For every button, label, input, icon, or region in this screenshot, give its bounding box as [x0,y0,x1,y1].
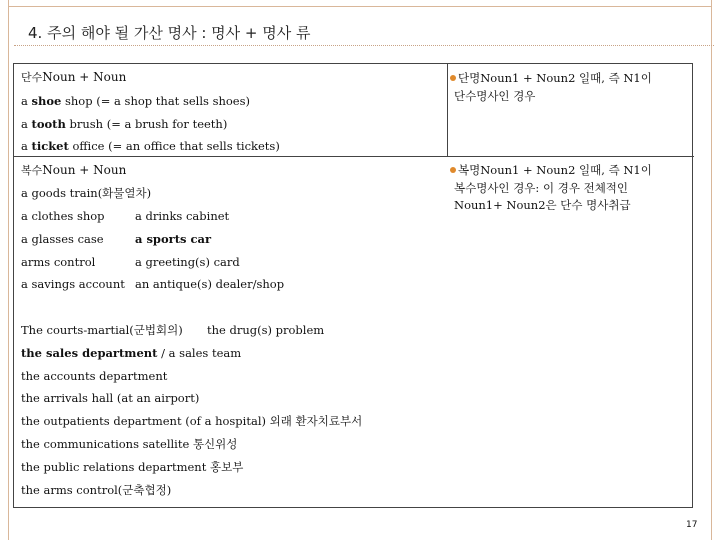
plural-note: 복명Noun1 + Noun2 일때, 즉 N1이 [450,163,652,178]
singular-example-3: a ticket office (= an office that sells tickets) [21,139,280,153]
row-divider [14,156,694,157]
bullet-icon [450,167,456,173]
singular-example-2: a tooth brush (= a brush for teeth) [21,117,228,131]
singular-note-line-2: 단수명사인 경우 [454,89,536,103]
pair-right-3: a greeting(s) card [135,255,240,269]
drug-problem: the drug(s) problem [207,323,325,337]
pair-right-2: a sports car [135,232,212,246]
pair-right-1: a drinks cabinet [135,209,230,223]
bullet-icon [450,75,456,81]
pair-left-4: a savings account [21,277,125,291]
plural-note-line-2: 복수명사인 경우: 이 경우 전체적인 [454,181,629,195]
pair-left-1: a clothes shop [21,209,105,223]
list-item: the communications satellite 통신위성 [21,437,238,451]
courts-martial: The courts-martial(군법회의) [21,323,183,337]
top-border [8,6,712,7]
plural-heading: 복수Noun + Noun [21,163,127,177]
plural-note-line-3: Noun1+ Noun2은 단수 명사취급 [454,198,631,212]
singular-note: 단명Noun1 + Noun2 일때, 즉 N1이 [450,71,652,86]
pair-right-4: an antique(s) dealer/shop [135,277,285,291]
singular-example-1: a shoe shop (= a shop that sells shoes) [21,94,250,108]
column-divider [447,64,448,157]
title-divider [14,45,714,46]
list-item: the accounts department [21,369,168,383]
left-border [8,0,9,540]
page-title: 4. 주의 해야 될 가산 명사 : 명사 + 명사 류 [28,24,311,42]
list-item: the public relations department 홍보부 [21,460,244,474]
content-table [13,63,693,508]
goods-train: a goods train(화물열차) [21,186,152,200]
sales-department: the sales department / a sales team [21,346,242,360]
pair-left-2: a glasses case [21,232,104,246]
list-item: the arms control(군축협정) [21,483,172,497]
page-number: 17 [686,520,698,530]
list-item: the outpatients department (of a hospital) 외래 환자치료부서 [21,414,363,428]
pair-left-3: arms control [21,255,96,269]
right-border [711,0,712,540]
list-item: the arrivals hall (at an airport) [21,391,200,405]
singular-heading: 단수Noun + Noun [21,70,127,84]
